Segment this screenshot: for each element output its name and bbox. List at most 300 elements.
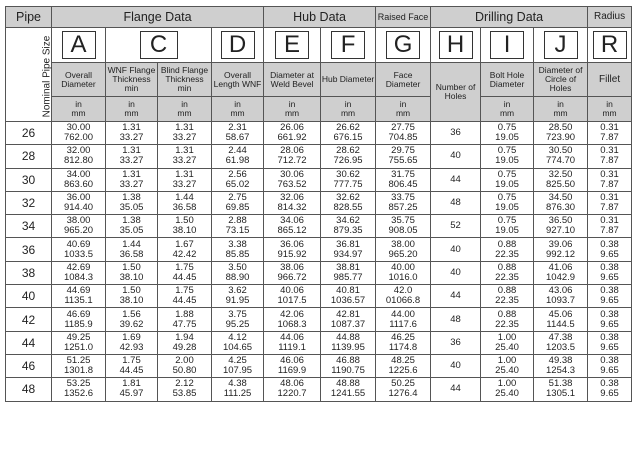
value-cell-j [534,215,588,238]
value-cell-r [588,168,632,191]
value-cell-a [52,261,106,284]
unit-in: in [128,99,135,109]
value-mm: 36.58 [119,248,144,260]
value-cell-j [534,354,588,377]
value-in: 1.44 [122,238,141,250]
value-cell-j [534,168,588,191]
value-mm: 1352.6 [63,388,94,400]
letter-a: A [62,31,96,59]
value-mm: 42.42 [172,248,197,260]
value-cell-c2 [158,191,212,214]
col-face-diameter: Face Diameter [376,63,431,97]
value-in: 1.00 [497,355,517,367]
value-in: 44.88 [336,331,360,343]
value-mm: 22.35 [495,295,519,307]
value-in: 28.62 [336,145,360,157]
value-cell-i [481,215,534,238]
value-in: 3.50 [228,261,247,273]
value-mm: 47.75 [172,318,197,330]
value-in: 1.31 [175,168,194,180]
letter-r: R [593,31,627,59]
value-cell-f [321,145,376,168]
value-cell-c2 [158,285,212,308]
value-mm: 762.00 [63,132,94,144]
value-cell-a [52,168,106,191]
value-in: 0.31 [600,122,619,134]
value-cell-f [321,191,376,214]
number-of-holes-cell: 48 [431,308,481,331]
number-of-holes-cell: 36 [431,122,481,145]
pipe-size-cell: 46 [6,354,52,377]
value-in: 36.81 [336,238,360,250]
value-cell-e [264,122,321,145]
value-mm: 814.32 [277,202,307,214]
value-cell-d [212,215,264,238]
value-cell-c2 [158,261,212,284]
unit-mm: mm [177,108,192,118]
value-cell-e [264,238,321,261]
value-mm: 1117.6 [389,318,417,330]
value-in: 38.00 [66,215,91,227]
value-mm: 1144.5 [546,318,575,330]
value-mm: 19.05 [495,132,519,144]
value-mm: 774.70 [546,155,576,167]
value-mm: 9.65 [600,388,619,400]
value-cell-i [481,378,534,401]
value-cell-e [264,354,321,377]
number-of-holes-cell: 40 [431,354,481,377]
value-cell-i [481,145,534,168]
table-row [6,122,632,145]
value-cell-i [481,285,534,308]
value-cell-g [376,238,431,261]
value-mm: 49.28 [172,341,197,353]
col-overall-diameter: Overall Diameter [52,63,106,97]
col-overall-length-wnf: Overall Length WNF [212,63,264,97]
value-cell-f [321,331,376,354]
value-mm: 806.45 [388,178,418,190]
value-cell-e [264,378,321,401]
value-in: 0.38 [600,261,619,273]
group-header-row [6,7,632,28]
value-in: 4.12 [228,331,247,343]
value-mm: 1119.1 [278,341,306,353]
value-in: 0.88 [497,238,517,250]
value-in: 36.50 [548,215,573,227]
unit-in: in [399,99,407,109]
value-cell-j [534,191,588,214]
value-cell-c2 [158,145,212,168]
value-in: 41.06 [548,261,573,273]
value-mm: 755.65 [388,155,418,167]
value-in: 34.06 [280,215,304,227]
value-in: 35.75 [391,215,415,227]
value-mm: 1241.55 [330,388,366,400]
table-row [6,168,632,191]
value-mm: 7.87 [600,202,619,214]
value-mm: 44.45 [172,271,197,283]
value-mm: 33.27 [172,155,197,167]
value-cell-f [321,308,376,331]
unit-cell-f [321,97,376,122]
value-mm: 36.58 [172,202,197,214]
letter-cell-e [264,28,321,63]
value-in: 29.75 [391,145,415,157]
value-mm: 1251.0 [63,341,94,353]
value-cell-c2 [158,215,212,238]
value-mm: 1084.3 [63,271,94,283]
pipe-size-cell: 40 [6,285,52,308]
value-mm: 1139.95 [331,341,365,353]
value-in: 0.75 [497,192,517,204]
value-cell-g [376,145,431,168]
value-cell-i [481,122,534,145]
value-in: 1.00 [497,378,517,390]
value-in: 2.12 [175,378,194,390]
value-mm: 91.95 [225,295,250,307]
unit-in: in [234,99,241,109]
value-mm: 1016.0 [388,271,418,283]
unit-cell-e [264,97,321,122]
table-row [6,354,632,377]
pipe-size-cell: 26 [6,122,52,145]
value-cell-c2 [158,354,212,377]
value-in: 44.69 [66,285,91,297]
value-cell-d [212,285,264,308]
value-mm: 865.12 [277,225,307,237]
letter-cell-d [212,28,264,63]
value-mm: 812.80 [63,155,94,167]
value-cell-r [588,261,632,284]
value-in: 49.25 [66,331,91,343]
value-in: 4.25 [228,355,247,367]
value-in: 44.06 [280,331,304,343]
value-in: 0.38 [600,355,619,367]
value-mm: 35.05 [119,225,144,237]
value-cell-e [264,168,321,191]
value-mm: 73.15 [225,225,250,237]
value-mm: 1254.3 [546,365,576,377]
value-in: 40.81 [336,285,360,297]
value-in: 33.75 [391,192,415,204]
value-in: 3.38 [228,238,247,250]
letter-j: J [544,31,578,59]
value-cell-a [52,308,106,331]
group-radius: Radius [588,7,632,28]
col-hub-diameter: Hub Diameter [321,63,376,97]
value-mm: 88.90 [225,271,250,283]
value-mm: 908.05 [388,225,418,237]
value-cell-i [481,191,534,214]
pipe-size-cell: 42 [6,308,52,331]
value-cell-e [264,331,321,354]
value-cell-a [52,145,106,168]
value-cell-r [588,378,632,401]
value-mm: 1087.37 [330,318,366,330]
value-cell-d [212,354,264,377]
value-in: 50.25 [391,378,415,390]
value-mm: 1185.9 [64,318,93,330]
letter-cell-c [106,28,212,63]
value-mm: 726.95 [333,155,363,167]
value-mm: 42.93 [119,341,144,353]
value-cell-f [321,285,376,308]
pipe-size-cell: 32 [6,191,52,214]
table-row [6,378,632,401]
value-mm: 19.05 [495,202,519,214]
value-in: 30.62 [336,168,360,180]
value-in: 2.31 [228,122,247,134]
value-mm: 35.05 [119,202,144,214]
value-cell-r [588,285,632,308]
value-cell-r [588,191,632,214]
value-in: 42.06 [280,308,304,320]
group-flange-data: Flange Data [52,7,264,28]
column-description-row [6,63,632,97]
unit-cell-g [376,97,431,122]
value-cell-e [264,285,321,308]
value-in: 42.81 [336,308,360,320]
value-mm: 53.85 [172,388,197,400]
value-in: 1.81 [122,378,141,390]
value-in: 1.69 [122,331,141,343]
value-mm: 915.92 [277,248,307,260]
pipe-size-cell: 34 [6,215,52,238]
value-in: 53.25 [66,378,91,390]
letter-cell-f [321,28,376,63]
value-mm: 58.67 [225,132,250,144]
unit-mm: mm [230,108,245,118]
value-mm: 914.40 [63,202,94,214]
value-mm: 9.65 [600,271,619,283]
value-mm: 876.30 [546,202,576,214]
value-in: 0.38 [600,331,619,343]
value-in: 49.38 [548,355,573,367]
number-of-holes-cell: 52 [431,215,481,238]
value-in: 32.06 [280,192,304,204]
number-of-holes-cell: 48 [431,191,481,214]
value-cell-f [321,378,376,401]
unit-cell-i [481,97,534,122]
value-cell-c1 [106,145,158,168]
col-diameter-of-circle-of-holes: Diameter of Circle of Holes [534,63,588,97]
value-in: 42.0 [393,285,413,297]
letter-row [6,28,632,63]
table-row [6,285,632,308]
value-mm: 45.97 [119,388,144,400]
value-mm: 9.65 [600,318,619,330]
value-cell-c1 [106,238,158,261]
value-mm: 19.05 [495,225,519,237]
value-cell-a [52,378,106,401]
value-mm: 95.25 [225,318,250,330]
value-cell-g [376,122,431,145]
value-in: 30.06 [280,168,304,180]
value-in: 32.62 [336,192,360,204]
value-in: 1.31 [175,145,194,157]
value-cell-g [376,168,431,191]
value-mm: 33.27 [172,132,197,144]
unit-mm: mm [499,108,515,118]
value-in: 1.31 [122,145,141,157]
value-cell-c1 [106,168,158,191]
units-row [6,97,632,122]
letter-cell-j [534,28,588,63]
value-in: 38.06 [280,261,304,273]
letter-c: C [140,31,178,59]
value-mm: 1174.8 [388,341,418,353]
value-mm: 44.45 [172,295,197,307]
letter-cell-g [376,28,431,63]
value-in: 1.00 [497,331,517,343]
value-in: 51.25 [66,355,91,367]
value-mm: 1203.5 [546,341,576,353]
value-in: 0.88 [497,308,517,320]
value-in: 32.50 [548,168,573,180]
pipe-size-cell: 44 [6,331,52,354]
value-cell-d [212,168,264,191]
value-mm: 1225.6 [388,365,418,377]
value-cell-r [588,238,632,261]
value-in: 39.06 [548,238,573,250]
group-pipe: Pipe [6,7,52,28]
value-mm: 50.80 [172,365,197,377]
value-mm: 857.25 [388,202,418,214]
value-in: 1.67 [175,238,194,250]
value-in: 0.75 [497,145,517,157]
value-mm: 38.10 [119,271,144,283]
value-mm: 1276.4 [388,388,418,400]
table-body [6,122,632,402]
value-in: 0.88 [497,285,517,297]
pipe-size-cell: 48 [6,378,52,401]
unit-in: in [344,99,352,109]
value-cell-r [588,122,632,145]
value-in: 42.69 [66,261,91,273]
unit-mm: mm [71,108,86,118]
value-mm: 927.10 [546,225,576,237]
value-cell-c2 [158,308,212,331]
pipe-size-cell: 30 [6,168,52,191]
value-in: 26.62 [336,122,360,134]
value-in: 47.38 [548,331,573,343]
value-cell-f [321,354,376,377]
pipe-size-cell: 38 [6,261,52,284]
value-mm: 44.45 [119,365,144,377]
value-mm: 1042.9 [546,271,576,283]
value-in: 36.00 [66,192,91,204]
value-cell-d [212,331,264,354]
value-cell-a [52,215,106,238]
value-in: 1.50 [122,285,141,297]
table-row [6,191,632,214]
unit-in: in [557,99,564,109]
col-diameter-at-weld-bevel: Diameter at Weld Bevel [264,63,321,97]
value-cell-i [481,261,534,284]
value-in: 48.88 [336,378,360,390]
value-in: 0.75 [497,215,517,227]
value-mm: 9.65 [600,341,619,353]
value-cell-c2 [158,168,212,191]
value-in: 0.38 [600,378,619,390]
value-cell-i [481,168,534,191]
value-in: 1.75 [122,355,141,367]
value-cell-e [264,215,321,238]
value-mm: 1305.1 [546,388,576,400]
value-cell-f [321,238,376,261]
value-mm: 934.97 [333,248,363,260]
value-cell-r [588,215,632,238]
letter-cell-r [588,28,632,63]
value-mm: 19.05 [495,178,519,190]
value-cell-j [534,122,588,145]
value-in: 2.75 [228,192,247,204]
value-cell-i [481,354,534,377]
value-in: 51.38 [548,378,573,390]
group-hub-data: Hub Data [264,7,376,28]
value-in: 0.88 [497,261,517,273]
value-mm: 25.40 [495,388,519,400]
letter-g: G [386,31,420,59]
value-cell-c1 [106,215,158,238]
value-cell-j [534,261,588,284]
value-mm: 1135.1 [64,295,93,307]
unit-mm: mm [395,108,411,118]
letter-f: F [331,31,365,59]
value-mm: 879.35 [333,225,363,237]
value-in: 40.69 [66,238,91,250]
value-cell-r [588,308,632,331]
value-in: 28.50 [548,122,573,134]
value-cell-f [321,122,376,145]
value-in: 26.06 [280,122,304,134]
value-in: 2.56 [228,168,247,180]
value-cell-c1 [106,122,158,145]
table-row [6,261,632,284]
value-mm: 825.50 [546,178,576,190]
value-mm: 65.02 [225,178,250,190]
value-cell-e [264,191,321,214]
value-cell-c1 [106,285,158,308]
value-mm: 1093.7 [546,295,576,307]
value-mm: 33.27 [119,178,144,190]
value-in: 34.62 [336,215,360,227]
value-cell-j [534,308,588,331]
value-mm: 7.87 [600,132,619,144]
value-cell-d [212,261,264,284]
value-in: 3.62 [228,285,247,297]
value-in: 40.00 [391,261,415,273]
col-wnf-flange-thickness: WNF Flange Thickness min [106,63,158,97]
letter-i: I [490,31,524,59]
value-cell-j [534,378,588,401]
value-mm: 7.87 [600,225,619,237]
value-mm: 1301.8 [63,365,94,377]
value-mm: 22.35 [495,271,519,283]
unit-cell-d [212,97,264,122]
value-in: 1.75 [175,261,194,273]
value-cell-r [588,331,632,354]
value-cell-j [534,145,588,168]
group-drilling-data: Drilling Data [431,7,588,28]
letter-h: H [439,31,473,59]
value-cell-c2 [158,378,212,401]
number-of-holes-cell: 44 [431,378,481,401]
value-cell-d [212,122,264,145]
value-in: 40.06 [280,285,304,297]
value-mm: 763.52 [277,178,307,190]
value-mm: 22.35 [495,318,519,330]
